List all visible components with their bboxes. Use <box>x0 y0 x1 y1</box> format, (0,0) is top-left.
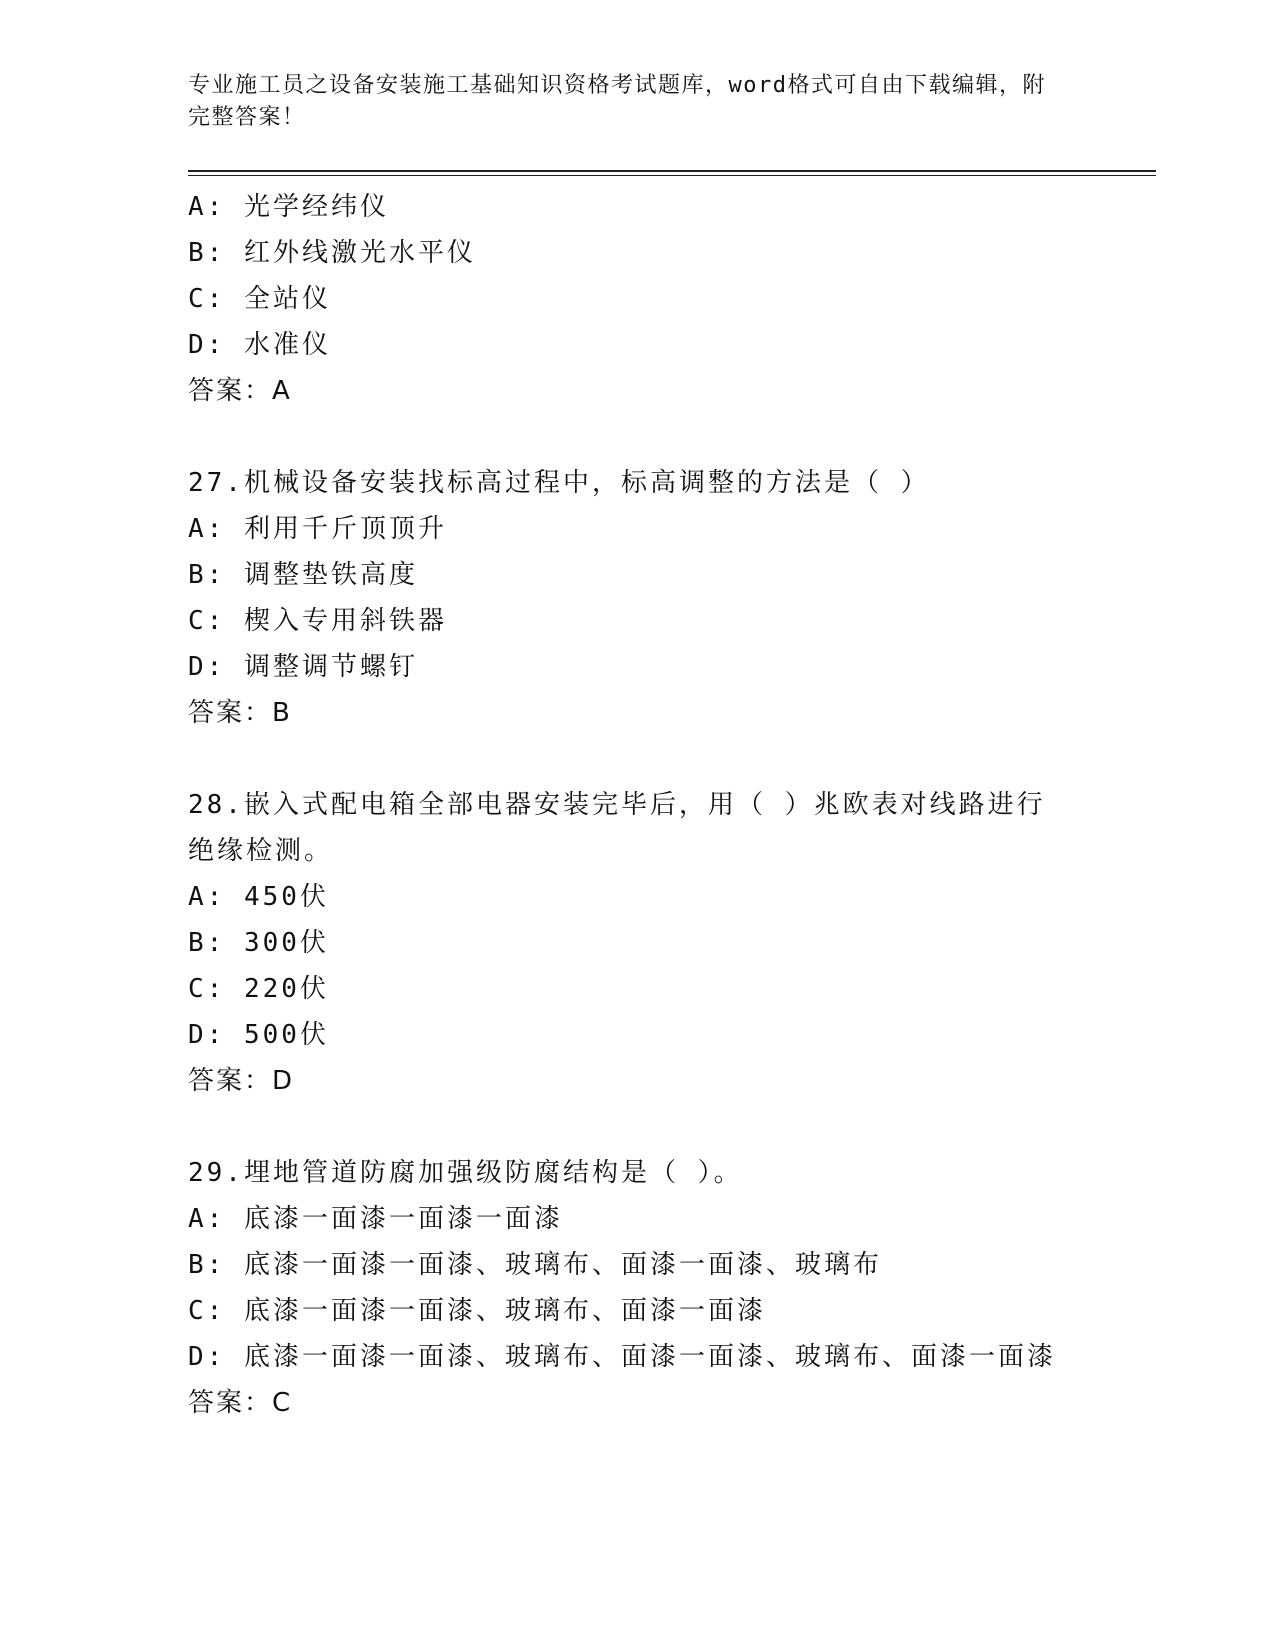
header-rule <box>188 170 1156 176</box>
question-stem: 28.嵌入式配电箱全部电器安装完毕后，用（ ）兆欧表对线路进行绝缘检测。 <box>188 790 1046 866</box>
question-block <box>188 782 1156 1104</box>
question-stem: 27.机械设备安装找标高过程中，标高调整的方法是（ ） <box>188 468 930 498</box>
question-list <box>188 184 1156 1426</box>
option-b: B: 300伏 <box>188 928 329 958</box>
answer-line: 答案：D <box>188 1066 295 1096</box>
document-header: 专业施工员之设备安装施工基础知识资格考试题库，word格式可自由下载编辑，附完整答案！ <box>188 73 1046 130</box>
option-a: A: 450伏 <box>188 882 329 912</box>
option-d: D: 调整调节螺钉 <box>188 652 418 682</box>
option-a: A: 利用千斤顶顶升 <box>188 514 447 544</box>
option-b: B: 调整垫铁高度 <box>188 560 418 590</box>
answer-line: 答案：C <box>188 1388 293 1418</box>
answer-line: 答案：A <box>188 376 292 406</box>
document-page <box>188 70 1156 1426</box>
question-block <box>188 184 1156 414</box>
question-block <box>188 460 1156 736</box>
option-d: D: 500伏 <box>188 1020 329 1050</box>
option-b: B: 底漆一面漆一面漆、玻璃布、面漆一面漆、玻璃布 <box>188 1250 882 1280</box>
option-d: D: 水准仪 <box>188 330 331 360</box>
option-c: C: 底漆一面漆一面漆、玻璃布、面漆一面漆 <box>188 1296 766 1326</box>
option-c: C: 全站仪 <box>188 284 331 314</box>
option-c: C: 楔入专用斜铁器 <box>188 606 447 636</box>
option-c: C: 220伏 <box>188 974 329 1004</box>
spacer <box>188 736 1156 782</box>
option-d: D: 底漆一面漆一面漆、玻璃布、面漆一面漆、玻璃布、面漆一面漆 <box>188 1342 1056 1372</box>
question-block <box>188 1150 1156 1426</box>
option-a: A: 底漆一面漆一面漆一面漆 <box>188 1204 563 1234</box>
option-a: A: 光学经纬仪 <box>188 192 389 222</box>
option-b: B: 红外线激光水平仪 <box>188 238 476 268</box>
question-stem: 29.埋地管道防腐加强级防腐结构是（ ）。 <box>188 1158 743 1188</box>
spacer <box>188 414 1156 460</box>
answer-line: 答案：B <box>188 698 292 728</box>
spacer <box>188 1104 1156 1150</box>
